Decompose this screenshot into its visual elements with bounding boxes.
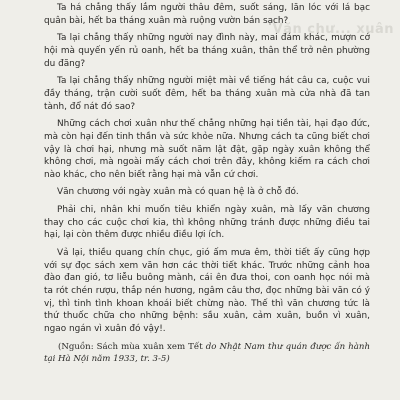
source-prefix: (Nguồn: Sách mùa xuân xem Tết <box>58 341 206 352</box>
paragraph-6: Phải chi, nhân khi muốn tiêu khiển ngày xuân, mà lấy văn chương thay cho các cuộc chơi kia, thì không những tránh được những điều tai hại, lại còn thêm được nhiều điều lợi ích. <box>44 205 370 241</box>
source-italic: do Nhật Nam thư quán được ấn hành tại Hà Nội năm 1933, tr. 3-5) <box>44 341 370 365</box>
paragraph-5: Văn chương với ngày xuân mà có quan hệ là ở chỗ đó. <box>57 187 299 198</box>
source-citation <box>44 341 370 366</box>
paragraph-4: Những cách chơi xuân như thế chẳng những hại tiền tài, hại đạo đức, mà còn hại đến tinh thần và sức khỏe nữa. Nhưng cách ta cũng biết chơi vậy là chơi hại, nhưng mà suốt năm lật đật, gặp ngày xuân không thể không chơi, mà ngoài mấy cách chơi trên đây, không kiếm ra cách chơi nào khác, cho nên biết rằng hại mà vẫn cứ chơi. <box>44 119 370 180</box>
paragraph-2: Ta lại chẳng thấy những người nay đình này, mai đám khác, mượn cớ hội mà quyến yến rủ oanh, hết ba tháng xuân, thân thể trở nên phường du đãng? <box>44 33 370 69</box>
paragraph-7: Vả lại, thiều quang chín chục, gió ấm mưa êm, thời tiết ấy cũng hợp với sự đọc sách xem văn hơn các thời tiết khác. Trước những cảnh hoa đào đan gió, tơ liễu buông mành, cái ên đưa thoi, con oanh học nói mà ta rót chén rượu, thắp nén hương, ngâm câu thơ, đọc những bài văn có ý vị, thì tinh tình khoan khoái biết chừng nào. Thế thì văn chương tức là thứ thuốc chữa cho những bệnh: sầu xuân, cảm xuân, buồn vì xuân, ngao ngán vì xuân đó vậy!. <box>44 248 370 334</box>
bleed-through-heading: Văn chư... xuân <box>272 22 394 37</box>
paragraph-3: Ta lại chẳng thấy những người miệt mài về tiếng hát câu ca, cuộc vui đầy tháng, trận cười suốt đêm, hết ba tháng xuân mà cửa nhà đã tan tành, đổ nát đó sao? <box>44 76 370 112</box>
paragraph-1: Ta há chẳng thấy lắm người thâu đêm, suốt sáng, lăn lóc với lá bạc quân bài, hết ba tháng xuân mà ruộng vườn bán sạch? <box>44 3 370 26</box>
